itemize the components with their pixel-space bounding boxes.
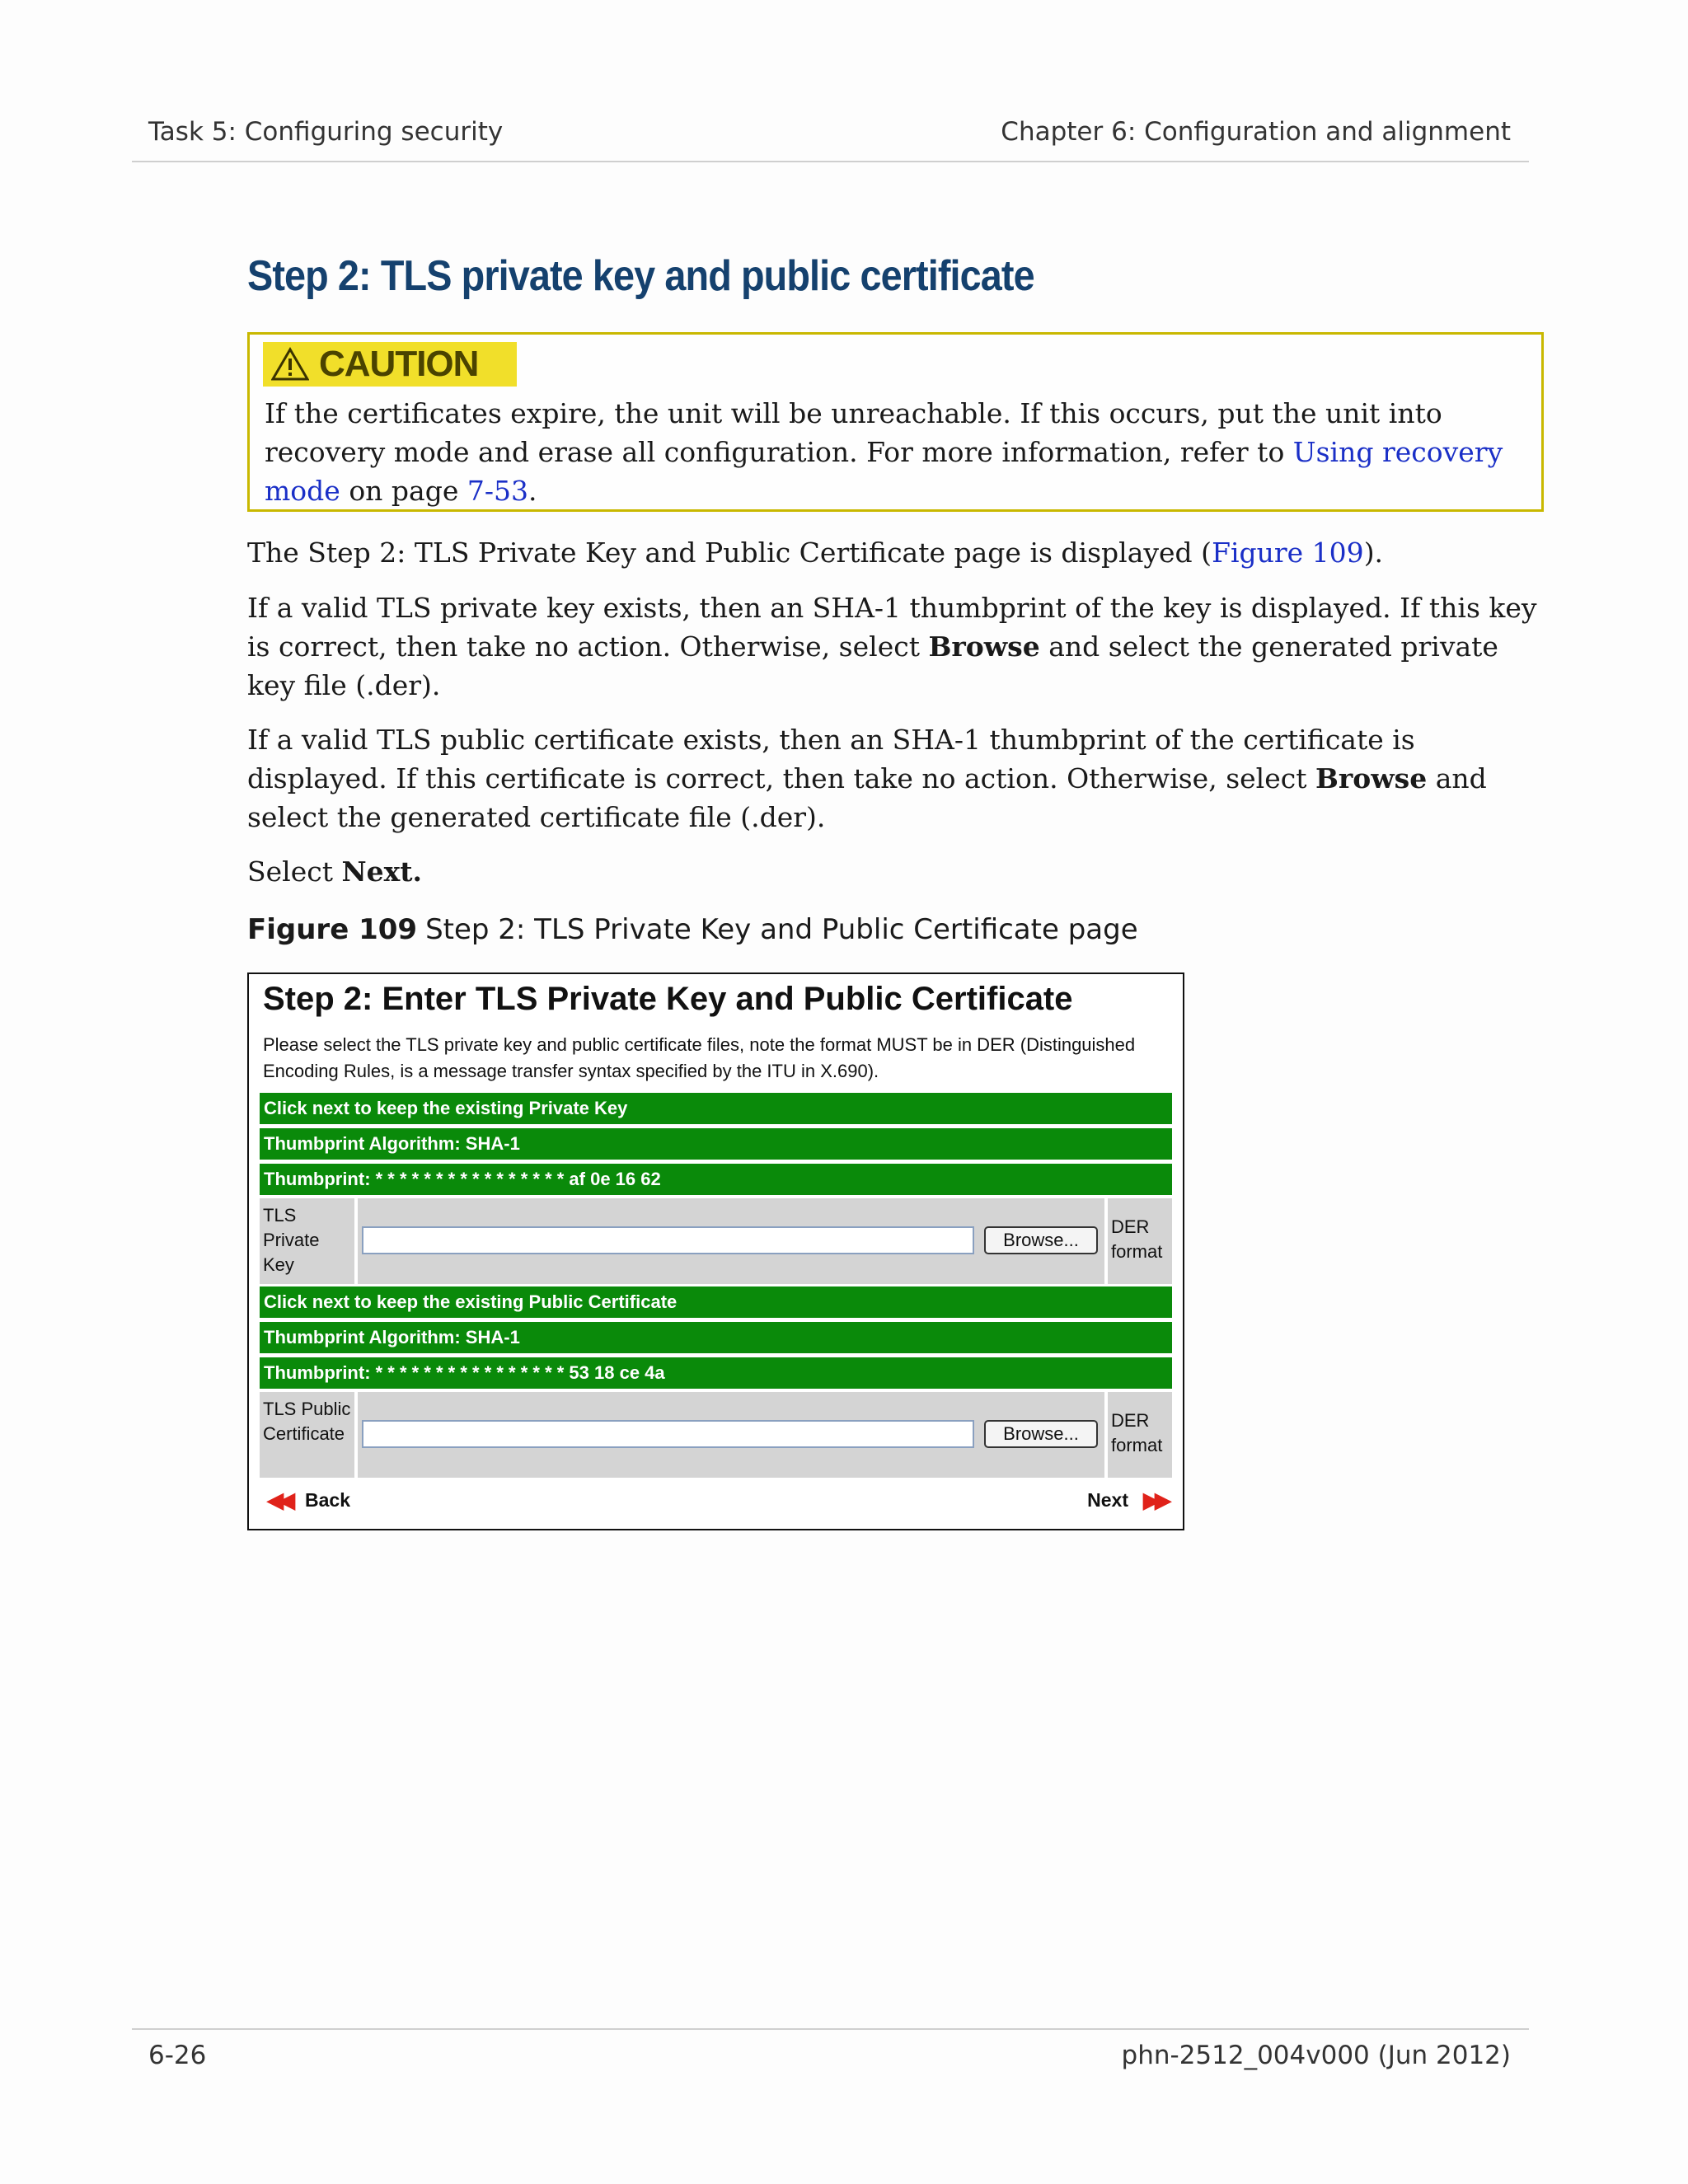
screenshot-description: Please select the TLS private key and public certificate files, note the format MUST be in DER (Distinguished Encoding Rules, is a message transfer syntax specified by the ITU in X.690). bbox=[263, 1034, 1136, 1081]
caution-text-mid: on page bbox=[340, 475, 467, 507]
paragraph-select-next bbox=[247, 852, 1550, 891]
caution-text bbox=[265, 394, 1526, 510]
public-cert-input-cell bbox=[358, 1392, 1104, 1478]
back-button[interactable] bbox=[267, 1485, 350, 1515]
paragraph-page-displayed bbox=[247, 533, 1550, 572]
public-cert-label: TLS Public Certificate bbox=[260, 1392, 354, 1478]
para4-bold-next: Next. bbox=[341, 855, 423, 888]
public-cert-thumbprint-bar: Thumbprint: * * * * * * * * * * * * * * * * 53 18 ce 4a bbox=[260, 1357, 1172, 1389]
page-header-chapter: Chapter 6: Configuration and alignment bbox=[1001, 117, 1511, 147]
recovery-mode-link[interactable]: Using recovery mode bbox=[265, 436, 1503, 507]
tls-certificate-screenshot bbox=[247, 972, 1184, 1530]
warning-triangle-icon bbox=[271, 347, 309, 382]
page-header-section: Task 5: Configuring security bbox=[148, 117, 504, 147]
back-label: Back bbox=[305, 1488, 350, 1511]
figure-number: Figure 109 bbox=[247, 913, 418, 946]
paragraph-public-certificate bbox=[247, 720, 1550, 837]
private-key-browse-button[interactable]: Browse... bbox=[984, 1226, 1098, 1254]
screenshot-title: Step 2: Enter TLS Private Key and Public Certificate bbox=[263, 981, 1073, 1017]
public-cert-row bbox=[260, 1392, 1172, 1478]
private-key-input-cell bbox=[358, 1198, 1104, 1284]
private-key-label: TLS Private Key bbox=[260, 1198, 354, 1284]
private-key-file-field[interactable] bbox=[362, 1226, 974, 1254]
public-cert-browse-button[interactable]: Browse... bbox=[984, 1420, 1098, 1448]
public-cert-algorithm-bar: Thumbprint Algorithm: SHA-1 bbox=[260, 1322, 1172, 1353]
private-key-format: DER format bbox=[1108, 1198, 1172, 1284]
para1-text: The Step 2: TLS Private Key and Public Certificate page is displayed ( bbox=[247, 537, 1212, 569]
para3-text-end: and select the generated certificate file (.der). bbox=[247, 762, 1487, 833]
next-button[interactable] bbox=[1087, 1485, 1166, 1515]
public-cert-file-field[interactable] bbox=[362, 1420, 974, 1448]
public-cert-format: DER format bbox=[1108, 1392, 1172, 1478]
caution-badge bbox=[263, 342, 517, 387]
header-divider bbox=[132, 161, 1529, 162]
para2-text: If a valid TLS private key exists, then an SHA-1 thumbprint of the key is displayed. If this key is correct, then take no action. Otherwise, select bbox=[247, 592, 1537, 663]
para3-bold-browse: Browse bbox=[1315, 762, 1428, 794]
private-key-algorithm-bar: Thumbprint Algorithm: SHA-1 bbox=[260, 1128, 1172, 1160]
para4-text: Select bbox=[247, 855, 342, 888]
figure-caption bbox=[247, 913, 1138, 946]
figure-caption-text: Step 2: TLS Private Key and Public Certificate page bbox=[425, 913, 1138, 946]
page-number: 6-26 bbox=[148, 2041, 207, 2070]
keep-public-cert-bar: Click next to keep the existing Public Certificate bbox=[260, 1286, 1172, 1318]
para2-bold-browse: Browse bbox=[928, 630, 1040, 663]
para3-text: If a valid TLS public certificate exists, then an SHA-1 thumbprint of the certificate is displayed. If this certificate is correct, then take no action. Otherwise, select bbox=[247, 724, 1415, 794]
back-arrow-icon: ◀◀ bbox=[267, 1487, 290, 1512]
caution-box bbox=[247, 332, 1544, 512]
caution-label: CAUTION bbox=[319, 344, 479, 384]
page-reference-link[interactable]: 7-53 bbox=[467, 475, 529, 507]
document-id: phn-2512_004v000 (Jun 2012) bbox=[1121, 2041, 1511, 2070]
section-title: Step 2: TLS private key and public certificate bbox=[247, 252, 1034, 300]
caution-text-before: If the certificates expire, the unit will be unreachable. If this occurs, put the unit into recovery mode and erase all configuration. For more information, refer to bbox=[265, 397, 1442, 468]
private-key-row bbox=[260, 1198, 1172, 1284]
next-arrow-icon: ▶▶ bbox=[1143, 1487, 1166, 1512]
paragraph-private-key bbox=[247, 588, 1550, 705]
caution-text-after: . bbox=[528, 475, 537, 507]
footer-divider bbox=[132, 2028, 1529, 2030]
para1-text-end: ). bbox=[1363, 537, 1384, 569]
private-key-thumbprint-bar: Thumbprint: * * * * * * * * * * * * * * * * af 0e 16 62 bbox=[260, 1164, 1172, 1195]
next-label: Next bbox=[1087, 1488, 1128, 1511]
keep-private-key-bar: Click next to keep the existing Private Key bbox=[260, 1093, 1172, 1124]
figure-link[interactable]: Figure 109 bbox=[1212, 537, 1364, 569]
para2-text-end: and select the generated private key file (.der). bbox=[247, 630, 1498, 701]
